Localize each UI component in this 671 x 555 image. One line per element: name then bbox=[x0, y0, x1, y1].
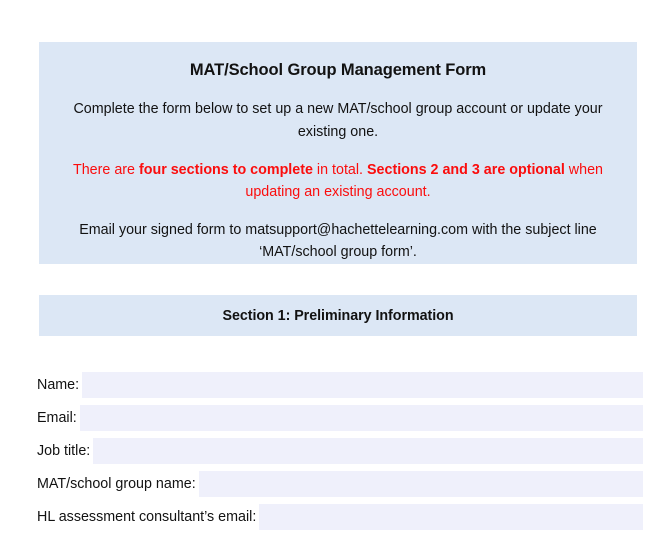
alert-text-part-2: in total. bbox=[312, 161, 367, 178]
mat-school-group-name-input[interactable] bbox=[199, 471, 643, 497]
email-input[interactable] bbox=[80, 405, 643, 431]
job-title-input[interactable] bbox=[93, 438, 643, 464]
section-1-heading: Section 1: Preliminary Information bbox=[222, 307, 454, 324]
alert-text-part-3: when updating an existing account. bbox=[245, 161, 603, 200]
email-label: Email: bbox=[37, 409, 77, 426]
intro-paragraph-email: Email your signed form to matsupport@hachettelearning.com with the subject line ‘MAT/school group form’. bbox=[79, 222, 597, 261]
field-row bbox=[37, 471, 643, 497]
alert-text-part-1: There are bbox=[73, 161, 139, 178]
field-row bbox=[37, 504, 643, 530]
field-row bbox=[37, 405, 643, 431]
page-title: MAT/School Group Management Form bbox=[189, 61, 487, 79]
intro-banner bbox=[39, 42, 637, 264]
name-label: Name: bbox=[37, 376, 80, 393]
intro-alert-paragraph bbox=[57, 159, 619, 203]
intro-paragraph-1: Complete the form below to set up a new MAT/school group account or update your existing one. bbox=[73, 101, 603, 140]
job-title-label: Job title: bbox=[37, 442, 91, 459]
section-1-fields bbox=[37, 372, 643, 537]
field-row bbox=[37, 372, 643, 398]
section-1-header-bar bbox=[39, 295, 637, 336]
alert-bold-2: Sections 2 and 3 are optional bbox=[367, 161, 565, 178]
field-row bbox=[37, 438, 643, 464]
mat-school-group-name-label: MAT/school group name: bbox=[37, 475, 196, 492]
hl-consultant-email-label: HL assessment consultant’s email: bbox=[37, 508, 257, 525]
hl-consultant-email-input[interactable] bbox=[259, 504, 643, 530]
alert-bold-1: four sections to complete bbox=[138, 161, 313, 178]
name-input[interactable] bbox=[82, 372, 643, 398]
